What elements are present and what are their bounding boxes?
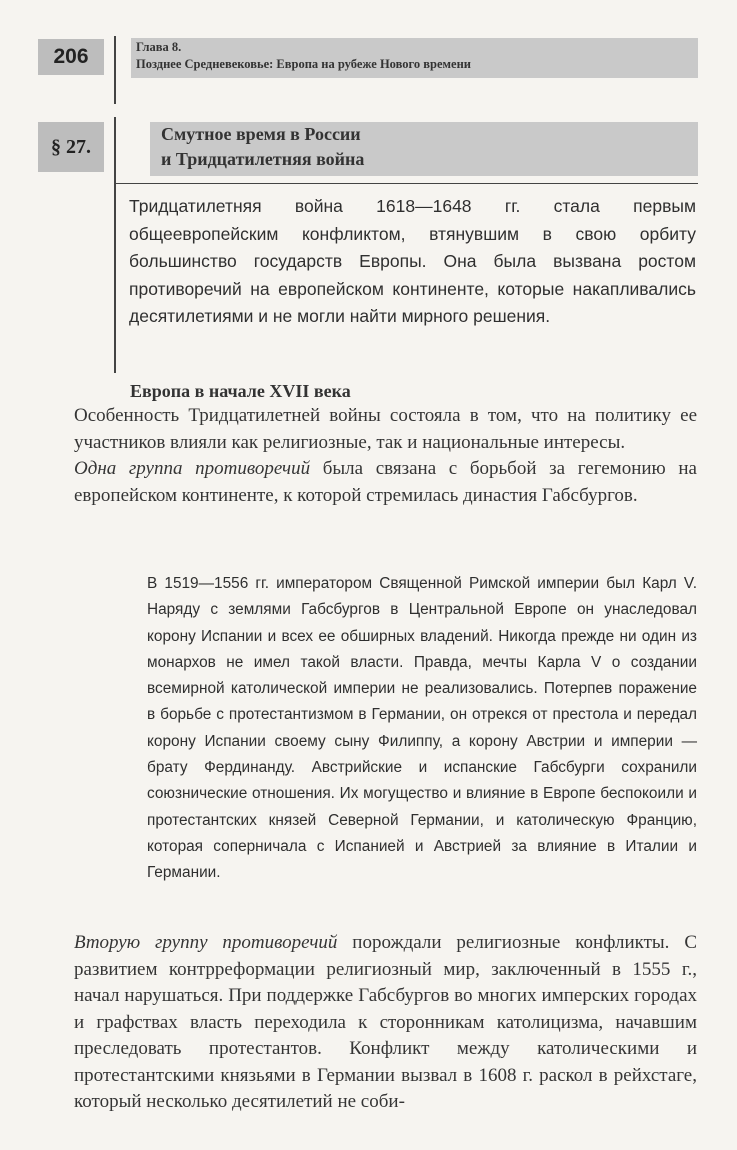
subheading: Европа в начале XVII века (130, 381, 351, 401)
section-rule (114, 183, 698, 184)
paragraph-3-italic: Вторую группу противоречий (74, 932, 338, 953)
body-block-1 (74, 403, 697, 509)
body-block-2 (74, 930, 697, 1116)
paragraph-3 (74, 930, 697, 1116)
chapter-label: Глава 8. (136, 40, 182, 54)
paragraph-2 (74, 456, 697, 509)
chapter-heading (136, 39, 471, 73)
section-number: § 27. (38, 122, 104, 172)
header-divider (114, 36, 116, 104)
section-divider (114, 117, 116, 373)
page-number: 206 (38, 39, 104, 75)
chapter-title: Позднее Средневековье: Европа на рубеже Нового времени (136, 57, 471, 71)
paragraph-2-text: была связана с борьбой за гегемонию на европейском континенте, к которой стремилась династия Габсбургов. (74, 458, 697, 506)
paragraph-1: Особенность Тридцатилетней войны состояла в том, что на политику ее участников влияли как религиозные, так и национальные интересы. (74, 405, 697, 453)
paragraph-2-italic: Одна группа противоречий (74, 458, 311, 479)
inset-paragraph: В 1519—1556 гг. императором Священной Римской империи был Карл V. Наряду с землями Габсбургов в Центральной Европе он унаследовал корону Испании и всех ее обширных владений. Никогда прежде ни один из монархов не имел такой власти. Правда, мечты Карла V о создании всемирной католической империи не реализовались. Потерпев поражение в борьбе с протестантизмом в Германии, он отрекся от престола и передал корону Испании своему сыну Филиппу, а корону Австрии и империи — брату Фердинанду. Австрийские и испанские Габсбурги сохранили союзнические отношения. Их могущество и влияние в Европе беспокоили и протестантских князей Северной Германии, и католическую Францию, которая соперничала с Испанией и Австрией за влияние в Италии и Германии. (147, 575, 697, 882)
paragraph-3-text: порождали религиозные конфликты. С развитием контрреформации религиозный мир, заключенный в 1555 г., начал нарушаться. При поддержке Габсбургов во многих имперских городах и графствах власть переходила к сторонникам католицизма, начавшим преследовать протестантов. Конфликт между католическими и протестантскими князьями в Германии вызвал в 1608 г. раскол в рейхстаге, который несколько десятилетий не соби- (74, 932, 697, 1112)
section-title-line1: Смутное время в России (161, 124, 361, 144)
intro-paragraph: Тридцатилетняя война 1618—1648 гг. стала первым общеевропейским конфликтом, втянувшим в свою орбиту большинство государств Европы. Она была вызвана ростом противоречий на европейском континенте, которые накапливались десятилетиями и не могли найти мирного решения. (129, 196, 696, 326)
section-title-line2: и Тридцатилетняя война (161, 149, 365, 169)
section-title (161, 122, 364, 172)
